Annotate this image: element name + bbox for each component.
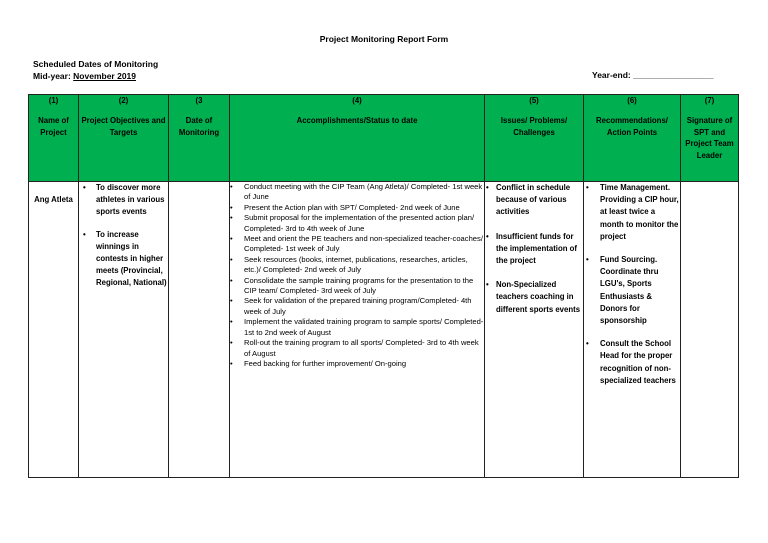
list-item: • To increase winnings in contests in higher meets (Provincial, Regional, National) — [79, 229, 168, 290]
yearend-value: _________________ — [633, 70, 714, 80]
accomplishments-cell — [230, 182, 485, 478]
midyear-value: November 2019 — [73, 71, 137, 81]
col-header-date: (3 Date of Monitoring — [169, 95, 230, 182]
yearend-line — [592, 70, 714, 80]
list-item: • Seek resources (books, internet, publications, researches, articles, etc.)/ Completed- 2nd week of July — [230, 255, 484, 276]
page-title: Project Monitoring Report Form — [319, 34, 449, 44]
list-item: • Feed backing for further improvement/ On-going — [230, 359, 484, 369]
list-item: • Consult the School Head for the proper recognition of non-specialized teachers — [584, 338, 680, 387]
col-header-accomplishments: (4) Accomplishments/Status to date — [230, 95, 485, 182]
list-item: • Time Management. Providing a CIP hour, at least twice a month to monitor the project — [584, 182, 680, 243]
schedule-heading: Scheduled Dates of Monitoring — [33, 59, 159, 69]
list-item: • Conflict in schedule because of various activities — [485, 182, 583, 219]
col-header-recommendations: (6) Recommendations/ Action Points — [584, 95, 681, 182]
signature-cell — [681, 182, 739, 478]
col-header-issues: (5) Issues/ Problems/ Challenges — [485, 95, 584, 182]
list-item: • Roll-out the training program to all sports/ Completed- 3rd to 4th week of August — [230, 338, 484, 359]
col-header-objectives: (2) Project Objectives and Targets — [79, 95, 169, 182]
list-item: • Fund Sourcing. Coordinate thru LGU's, Sports Enthusiasts & Donors for sponsorship — [584, 254, 680, 327]
issues-cell — [485, 182, 584, 478]
col-header-signature: (7) Signature of SPT and Project Team Leader — [681, 95, 739, 182]
yearend-label: Year-end: — [592, 70, 631, 80]
list-item: • Submit proposal for the implementation of the presented action plan/ Completed- 3rd to 4th week of June — [230, 213, 484, 234]
list-item: • Present the Action plan with SPT/ Completed- 2nd week of June — [230, 203, 484, 213]
list-item: • Insufficient funds for the implementation of the project — [485, 231, 583, 268]
col-header-name: (1) Name of Project — [29, 95, 79, 182]
schedule-block — [33, 58, 158, 82]
midyear-line — [33, 70, 158, 82]
objectives-cell — [79, 182, 169, 478]
list-item: • Implement the validated training program to sample sports/ Completed- 1st to 2nd week of August — [230, 317, 484, 338]
list-item: • Seek for validation of the prepared training program/Completed- 4th week of July — [230, 296, 484, 317]
project-name-cell: Ang Atleta — [29, 182, 79, 478]
date-cell — [169, 182, 230, 478]
list-item: • Meet and orient the PE teachers and non-specialized teacher-coaches/ Completed- 1st week of July — [230, 234, 484, 255]
table-row — [29, 182, 739, 478]
list-item: • To discover more athletes in various sports events — [79, 182, 168, 219]
report-table — [28, 94, 739, 478]
recommendations-cell — [584, 182, 681, 478]
header-row — [29, 95, 739, 182]
list-item: • Non-Specialized teachers coaching in different sports events — [485, 279, 583, 316]
midyear-label: Mid-year: — [33, 71, 71, 81]
list-item: • Consolidate the sample training programs for the presentation to the CIP team/ Completed- 3rd week of July — [230, 276, 484, 297]
list-item: • Conduct meeting with the CIP Team (Ang Atleta)/ Completed- 1st week of June — [230, 182, 484, 203]
